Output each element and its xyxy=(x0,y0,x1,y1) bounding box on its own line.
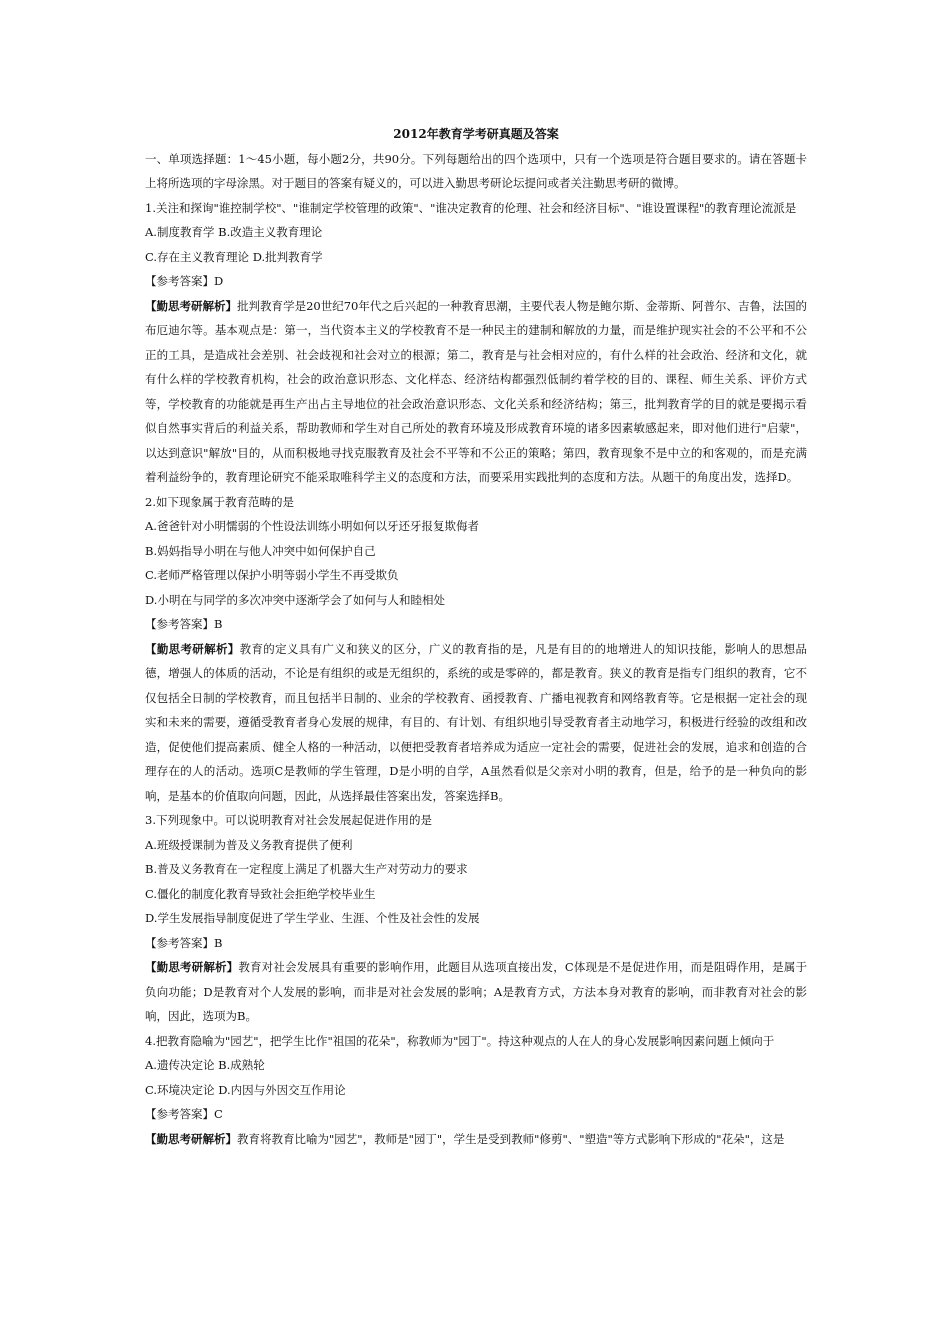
analysis-tag: 【勤思考研解析】 xyxy=(145,298,238,313)
page-title: 2012年教育学考研真题及答案 xyxy=(393,127,559,141)
question-options: C.环境决定论 D.内因与外因交互作用论 xyxy=(145,1082,346,1097)
analysis-text: 批判教育学是20世纪70年代之后兴起的一种教育思潮，主要代表人物是鲍尔斯、金蒂斯、阿普尔、吉鲁，法国的布厄迪尔等。基本观点是：第一，当代资本主义的学校教育不是一种民主的建制和解放的力量，而是维护现实社会的不公平和不公正的工具，是造成社会差别、社会歧视和社会对立的根源；第二，教育是与社会相对应的，有什么样的社会政治、经济和文化，就有什么样的学校教育机构，社会的政治意识形态、文化样态、经济结构都强烈低制约着学校的目的、课程、师生关系、评价方式等，学校教育的功能就是再生产出占主导地位的社会政治意识形态、文化关系和经济结构；第三，批判教育学的目的就是要揭示看似自然事实背后的利益关系，帮助教师和学生对自己所处的教育环境及形成教育环境的诸多因素敏感起来，即对他们进行"启蒙"，以达到意识"解放"目的，从而积极地寻找克服教育及社会不平等和不公正的策略；第四，教育现象不是中立的和客观的，而是充满着利益纷争的，教育理论研究不能采取唯科学主义的态度和方法，而要采用实践批判的态度和方法。从题干的角度出发，选择D。 xyxy=(145,298,808,484)
analysis-text: 教育对社会发展具有重要的影响作用，此题目从选项直接出发，C体现是不是促进作用，而是阻碍作用，是属于负向功能；D是教育对个人发展的影响，而非是对社会发展的影响；A是教育方式，方法本身对教育的影响，而非教育对社会的影响，因此，选项为B。 xyxy=(145,960,808,1023)
answer-value: B xyxy=(214,935,223,950)
answer-tag: 【参考答案】 xyxy=(145,1107,214,1121)
question-option: D.小明在与同学的多次冲突中逐渐学会了如何与人和睦相处 xyxy=(145,592,445,607)
answer-tag: 【参考答案】 xyxy=(145,274,214,288)
answer-tag: 【参考答案】 xyxy=(145,935,214,950)
question-option: B.普及义务教育在一定程度上满足了机器大生产对劳动力的要求 xyxy=(145,862,468,876)
analysis-paragraph xyxy=(145,955,807,1029)
analysis-paragraph xyxy=(145,1127,807,1152)
question-option: A.班级授课制为普及义务教育提供了便利 xyxy=(145,837,353,852)
answer-line xyxy=(145,931,807,956)
question-option: C.老师严格管理以保护小明等弱小学生不再受欺负 xyxy=(145,568,399,582)
analysis-text: 教育将教育比喻为"园艺"，教师是"园丁"，学生是受到教师"修剪"、"塑造"等方式影响下形成的"花朵"，这是 xyxy=(237,1131,785,1146)
question-option: D.学生发展指导制度促进了学生学业、生涯、个性及社会性的发展 xyxy=(145,911,480,925)
question-stem: 1.关注和探询"谁控制学校"、"谁制定学校管理的政策"、"谁决定教育的伦理、社会和经济目标"、"谁设置课程"的教育理论流派是 xyxy=(145,200,797,215)
analysis-tag: 【勤思考研解析】 xyxy=(145,960,239,974)
answer-line xyxy=(145,612,807,637)
document-body xyxy=(145,122,807,1151)
question-stem: 3.下列现象中。可以说明教育对社会发展起促进作用的是 xyxy=(145,813,432,827)
question-option: C.僵化的制度化教育导致社会拒绝学校毕业生 xyxy=(145,886,376,901)
analysis-paragraph xyxy=(145,294,807,490)
answer-value: D xyxy=(214,274,224,288)
answer-value: B xyxy=(214,617,223,631)
answer-value: C xyxy=(214,1107,223,1121)
question-option: A.爸爸针对小明懦弱的个性设法训练小明如何以牙还牙报复欺侮者 xyxy=(145,519,479,533)
intro-paragraph: 一、单项选择题：1～45小题，每小题2分，共90分。下列每题给出的四个选项中，只有一个选项是符合题目要求的。请在答题卡上将所选项的字母涂黑。对于题目的答案有疑义的，可以进入勤思考研论坛提问或者关注勤思考研的微博。 xyxy=(145,151,807,190)
analysis-tag: 【勤思考研解析】 xyxy=(145,641,240,656)
question-stem: 4.把教育隐喻为"园艺"，把学生比作"祖国的花朵"，称教师为"园丁"。持这种观点的人在人的身心发展影响因素问题上倾向于 xyxy=(145,1033,775,1048)
question-options: C.存在主义教育理论 D.批判教育学 xyxy=(145,249,323,264)
question-option: B.妈妈指导小明在与他人冲突中如何保护自己 xyxy=(145,543,376,558)
analysis-paragraph xyxy=(145,637,807,809)
answer-line xyxy=(145,269,807,294)
question-stem: 2.如下现象属于教育范畴的是 xyxy=(145,494,294,509)
analysis-tag: 【勤思考研解析】 xyxy=(145,1131,237,1146)
analysis-text: 教育的定义具有广义和狭义的区分，广义的教育指的是，凡是有目的的地增进人的知识技能，影响人的思想品德，增强人的体质的活动，不论是有组织的或是无组织的，系统的或是零碎的，都是教育。狭义的教育是指专门组织的教育，它不仅包括全日制的学校教育，而且包括半日制的、业余的学校教育、函授教育、广播电视教育和网络教育等。它是根据一定社会的现实和未来的需要，遵循受教育者身心发展的规律，有目的、有计划、有组织地引导受教育者主动地学习，积极进行经验的改组和改造，促使他们提高素质、健全人格的一种活动，以便把受教育者培养成为适应一定社会的需要，促进社会的发展，追求和创造的合理存在的人的活动。选项C是教师的学生管理，D是小明的自学，A虽然看似是父亲对小明的教育，但是，给予的是一种负向的影响，是基本的价值取向问题，因此，从选择最佳答案出发，答案选择B。 xyxy=(145,641,808,803)
answer-line xyxy=(145,1102,807,1127)
answer-tag: 【参考答案】 xyxy=(145,617,214,631)
question-options: A.制度教育学 B.改造主义教育理论 xyxy=(145,225,323,239)
question-options: A.遗传决定论 B.成熟轮 xyxy=(145,1058,265,1072)
